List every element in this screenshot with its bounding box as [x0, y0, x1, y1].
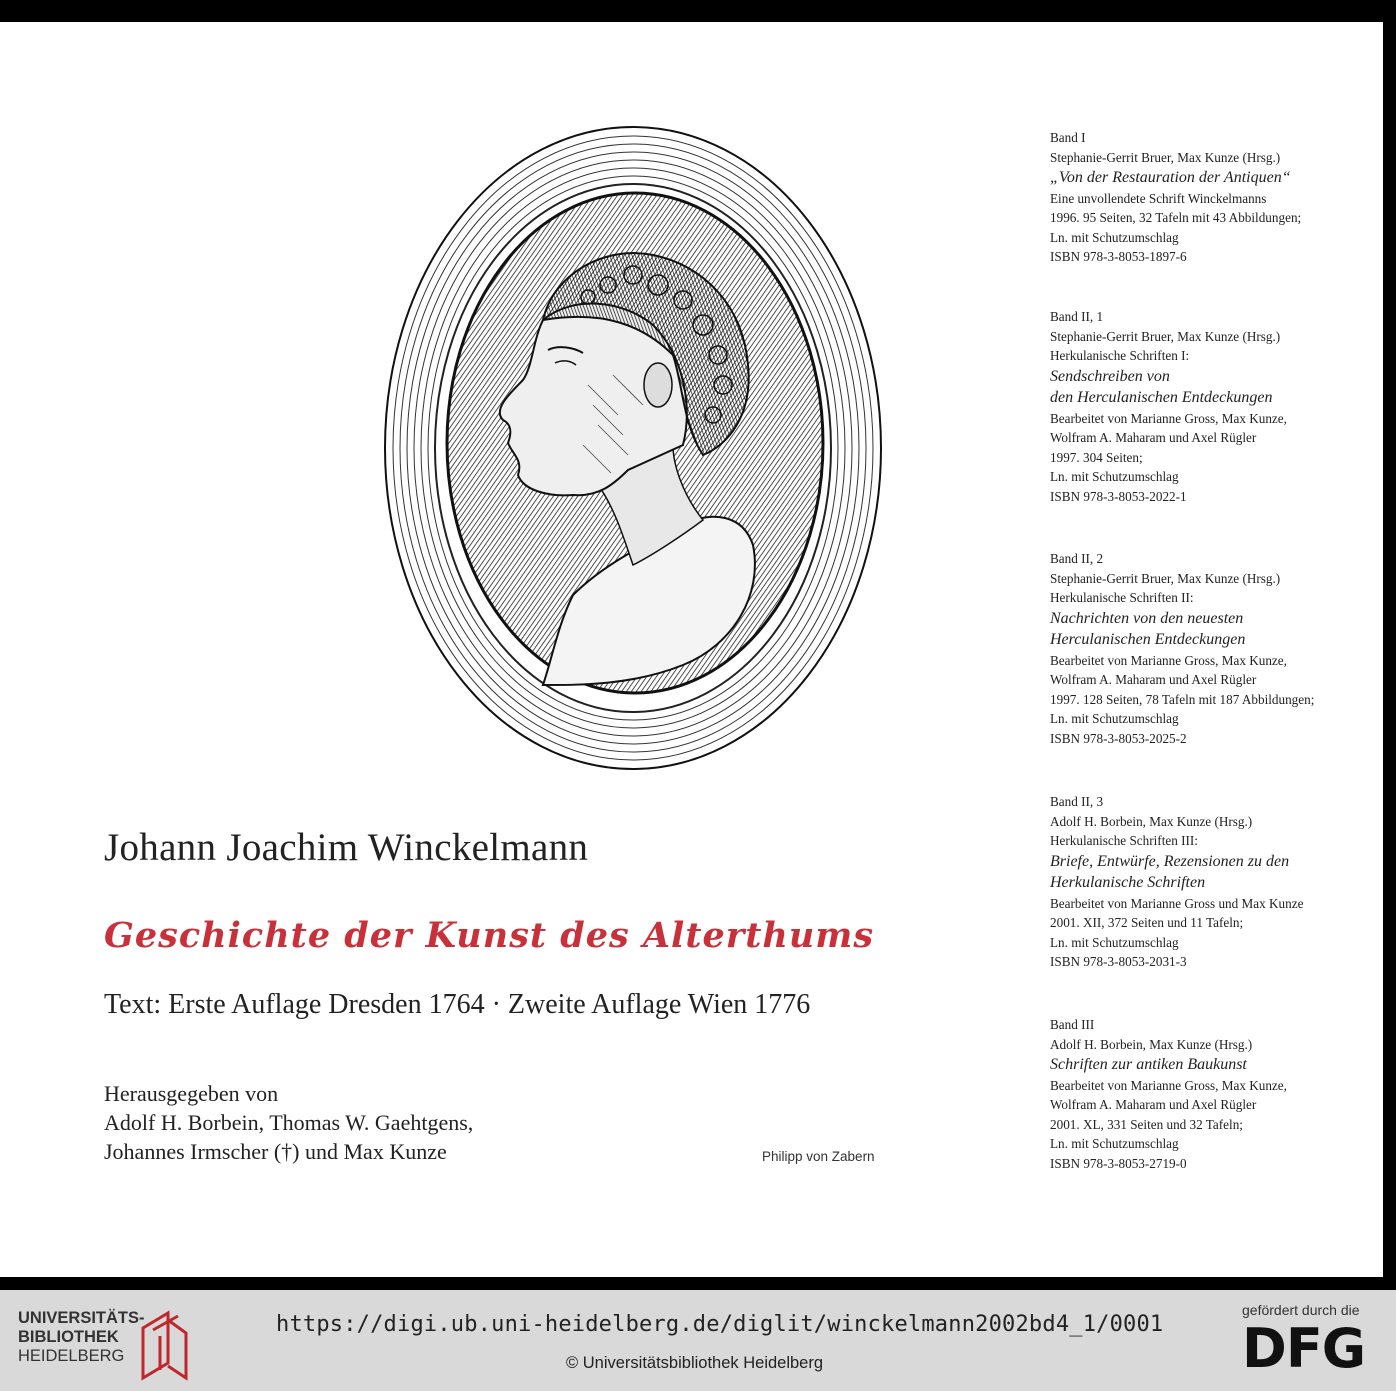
- library-name: [18, 1309, 145, 1366]
- volume-detail-line: Ln. mit Schutzumschlag: [1050, 711, 1179, 726]
- volume-detail-line: Ln. mit Schutzumschlag: [1050, 1136, 1179, 1151]
- volume-detail-line: 1997. 128 Seiten, 78 Tafeln mit 187 Abbildungen;: [1050, 691, 1315, 707]
- volume-label: Band II, 1: [1050, 309, 1104, 324]
- volume-detail-line: Ln. mit Schutzumschlag: [1050, 469, 1179, 484]
- volume-detail-line: Eine unvollendete Schrift Winckelmanns: [1050, 190, 1267, 206]
- document-url-link[interactable]: https://digi.ub.uni-heidelberg.de/diglit/winckelmann2002bd4_1/0001: [276, 1312, 1164, 1337]
- library-line-2: BIBLIOTHEK: [18, 1328, 119, 1346]
- library-mark-icon: [138, 1308, 193, 1383]
- editors-block: [104, 1079, 473, 1166]
- volume-detail-line: Wolfram A. Maharam und Axel Rügler: [1050, 672, 1257, 687]
- publisher-name: Philipp von Zabern: [762, 1149, 875, 1164]
- portrait-medallion: [383, 125, 883, 771]
- author-name: Johann Joachim Winckelmann: [104, 826, 589, 869]
- editors-line: Herausgegeben von: [104, 1081, 279, 1106]
- series-volume: [1050, 128, 1370, 267]
- volume-title-line: Herculanischen Entdeckungen: [1050, 631, 1246, 648]
- volume-detail-line: Adolf H. Borbein, Max Kunze (Hrsg.): [1050, 1036, 1253, 1052]
- volume-detail-line: 2001. XII, 372 Seiten und 11 Tafeln;: [1050, 915, 1244, 930]
- series-volume: [1050, 792, 1370, 972]
- volume-detail-line: ISBN 978-3-8053-2719-0: [1050, 1155, 1187, 1171]
- volume-label: Band III: [1050, 1017, 1095, 1032]
- volume-label: Band I: [1050, 130, 1086, 145]
- volume-detail-line: Stephanie-Gerrit Bruer, Max Kunze (Hrsg.): [1050, 328, 1281, 344]
- volume-detail-line: Wolfram A. Maharam und Axel Rügler: [1050, 1097, 1257, 1112]
- library-line-1: UNIVERSITÄTS-: [18, 1309, 145, 1327]
- volume-detail-line: 2001. XL, 331 Seiten und 32 Tafeln;: [1050, 1116, 1243, 1132]
- editors-line: Johannes Irmscher (†) und Max Kunze: [104, 1139, 447, 1164]
- volume-title-line: Briefe, Entwürfe, Rezensionen zu den: [1050, 852, 1290, 870]
- volume-detail-line: ISBN 978-3-8053-1897-6: [1050, 249, 1187, 264]
- volume-detail-line: 1996. 95 Seiten, 32 Tafeln mit 43 Abbildungen;: [1050, 210, 1302, 225]
- volume-detail-line: Bearbeitet von Marianne Gross und Max Kunze: [1050, 895, 1304, 911]
- volume-detail-line: Herkulanische Schriften I:: [1050, 348, 1190, 363]
- volume-detail-line: Ln. mit Schutzumschlag: [1050, 934, 1179, 950]
- footer-bar: [0, 1290, 1396, 1391]
- volume-detail-line: Ln. mit Schutzumschlag: [1050, 229, 1179, 245]
- volume-detail-line: Stephanie-Gerrit Bruer, Max Kunze (Hrsg.): [1050, 570, 1281, 586]
- volume-detail-line: Stephanie-Gerrit Bruer, Max Kunze (Hrsg.): [1050, 149, 1281, 165]
- series-volume: [1050, 1015, 1370, 1173]
- volume-label: Band II, 3: [1050, 794, 1104, 809]
- volume-detail-line: Wolfram A. Maharam und Axel Rügler: [1050, 430, 1257, 445]
- book-cover-page: [0, 22, 1383, 1277]
- funding-label: gefördert durch die: [1242, 1302, 1360, 1318]
- copyright-notice: © Universitätsbibliothek Heidelberg: [566, 1354, 824, 1372]
- volume-title-line: „Von der Restauration der Antiquen“: [1050, 169, 1291, 186]
- volume-detail-line: Adolf H. Borbein, Max Kunze (Hrsg.): [1050, 813, 1253, 829]
- volume-detail-line: Herkulanische Schriften III:: [1050, 833, 1198, 848]
- dfg-logo[interactable]: DFG: [1242, 1317, 1366, 1380]
- volume-detail-line: Herkulanische Schriften II:: [1050, 590, 1194, 605]
- library-line-3: HEIDELBERG: [18, 1347, 125, 1365]
- volume-detail-line: ISBN 978-3-8053-2031-3: [1050, 954, 1187, 969]
- volume-title-line: Herkulanische Schriften: [1050, 874, 1206, 891]
- volume-detail-line: Bearbeitet von Marianne Gross, Max Kunze,: [1050, 410, 1287, 426]
- volume-detail-line: Bearbeitet von Marianne Gross, Max Kunze,: [1050, 1077, 1287, 1093]
- volume-title-line: Nachrichten von den neuesten: [1050, 609, 1244, 627]
- volume-title-line: den Herculanischen Entdeckungen: [1050, 389, 1273, 406]
- volume-detail-line: Bearbeitet von Marianne Gross, Max Kunze,: [1050, 652, 1287, 668]
- book-subtitle: Text: Erste Auflage Dresden 1764 · Zweite Auflage Wien 1776: [104, 989, 811, 1020]
- editors-line: Adolf H. Borbein, Thomas W. Gaehtgens,: [104, 1110, 474, 1135]
- volume-title-line: Sendschreiben von: [1050, 367, 1170, 385]
- series-volume: [1050, 549, 1370, 748]
- volume-label: Band II, 2: [1050, 551, 1104, 566]
- book-title: Geschichte der Kunst des Alterthums: [104, 915, 875, 956]
- series-volume: [1050, 307, 1370, 506]
- library-logo[interactable]: [18, 1306, 198, 1376]
- volume-detail-line: 1997. 304 Seiten;: [1050, 449, 1143, 465]
- volume-detail-line: ISBN 978-3-8053-2025-2: [1050, 730, 1187, 746]
- volume-detail-line: ISBN 978-3-8053-2022-1: [1050, 488, 1187, 504]
- volume-title-line: Schriften zur antiken Baukunst: [1050, 1056, 1247, 1073]
